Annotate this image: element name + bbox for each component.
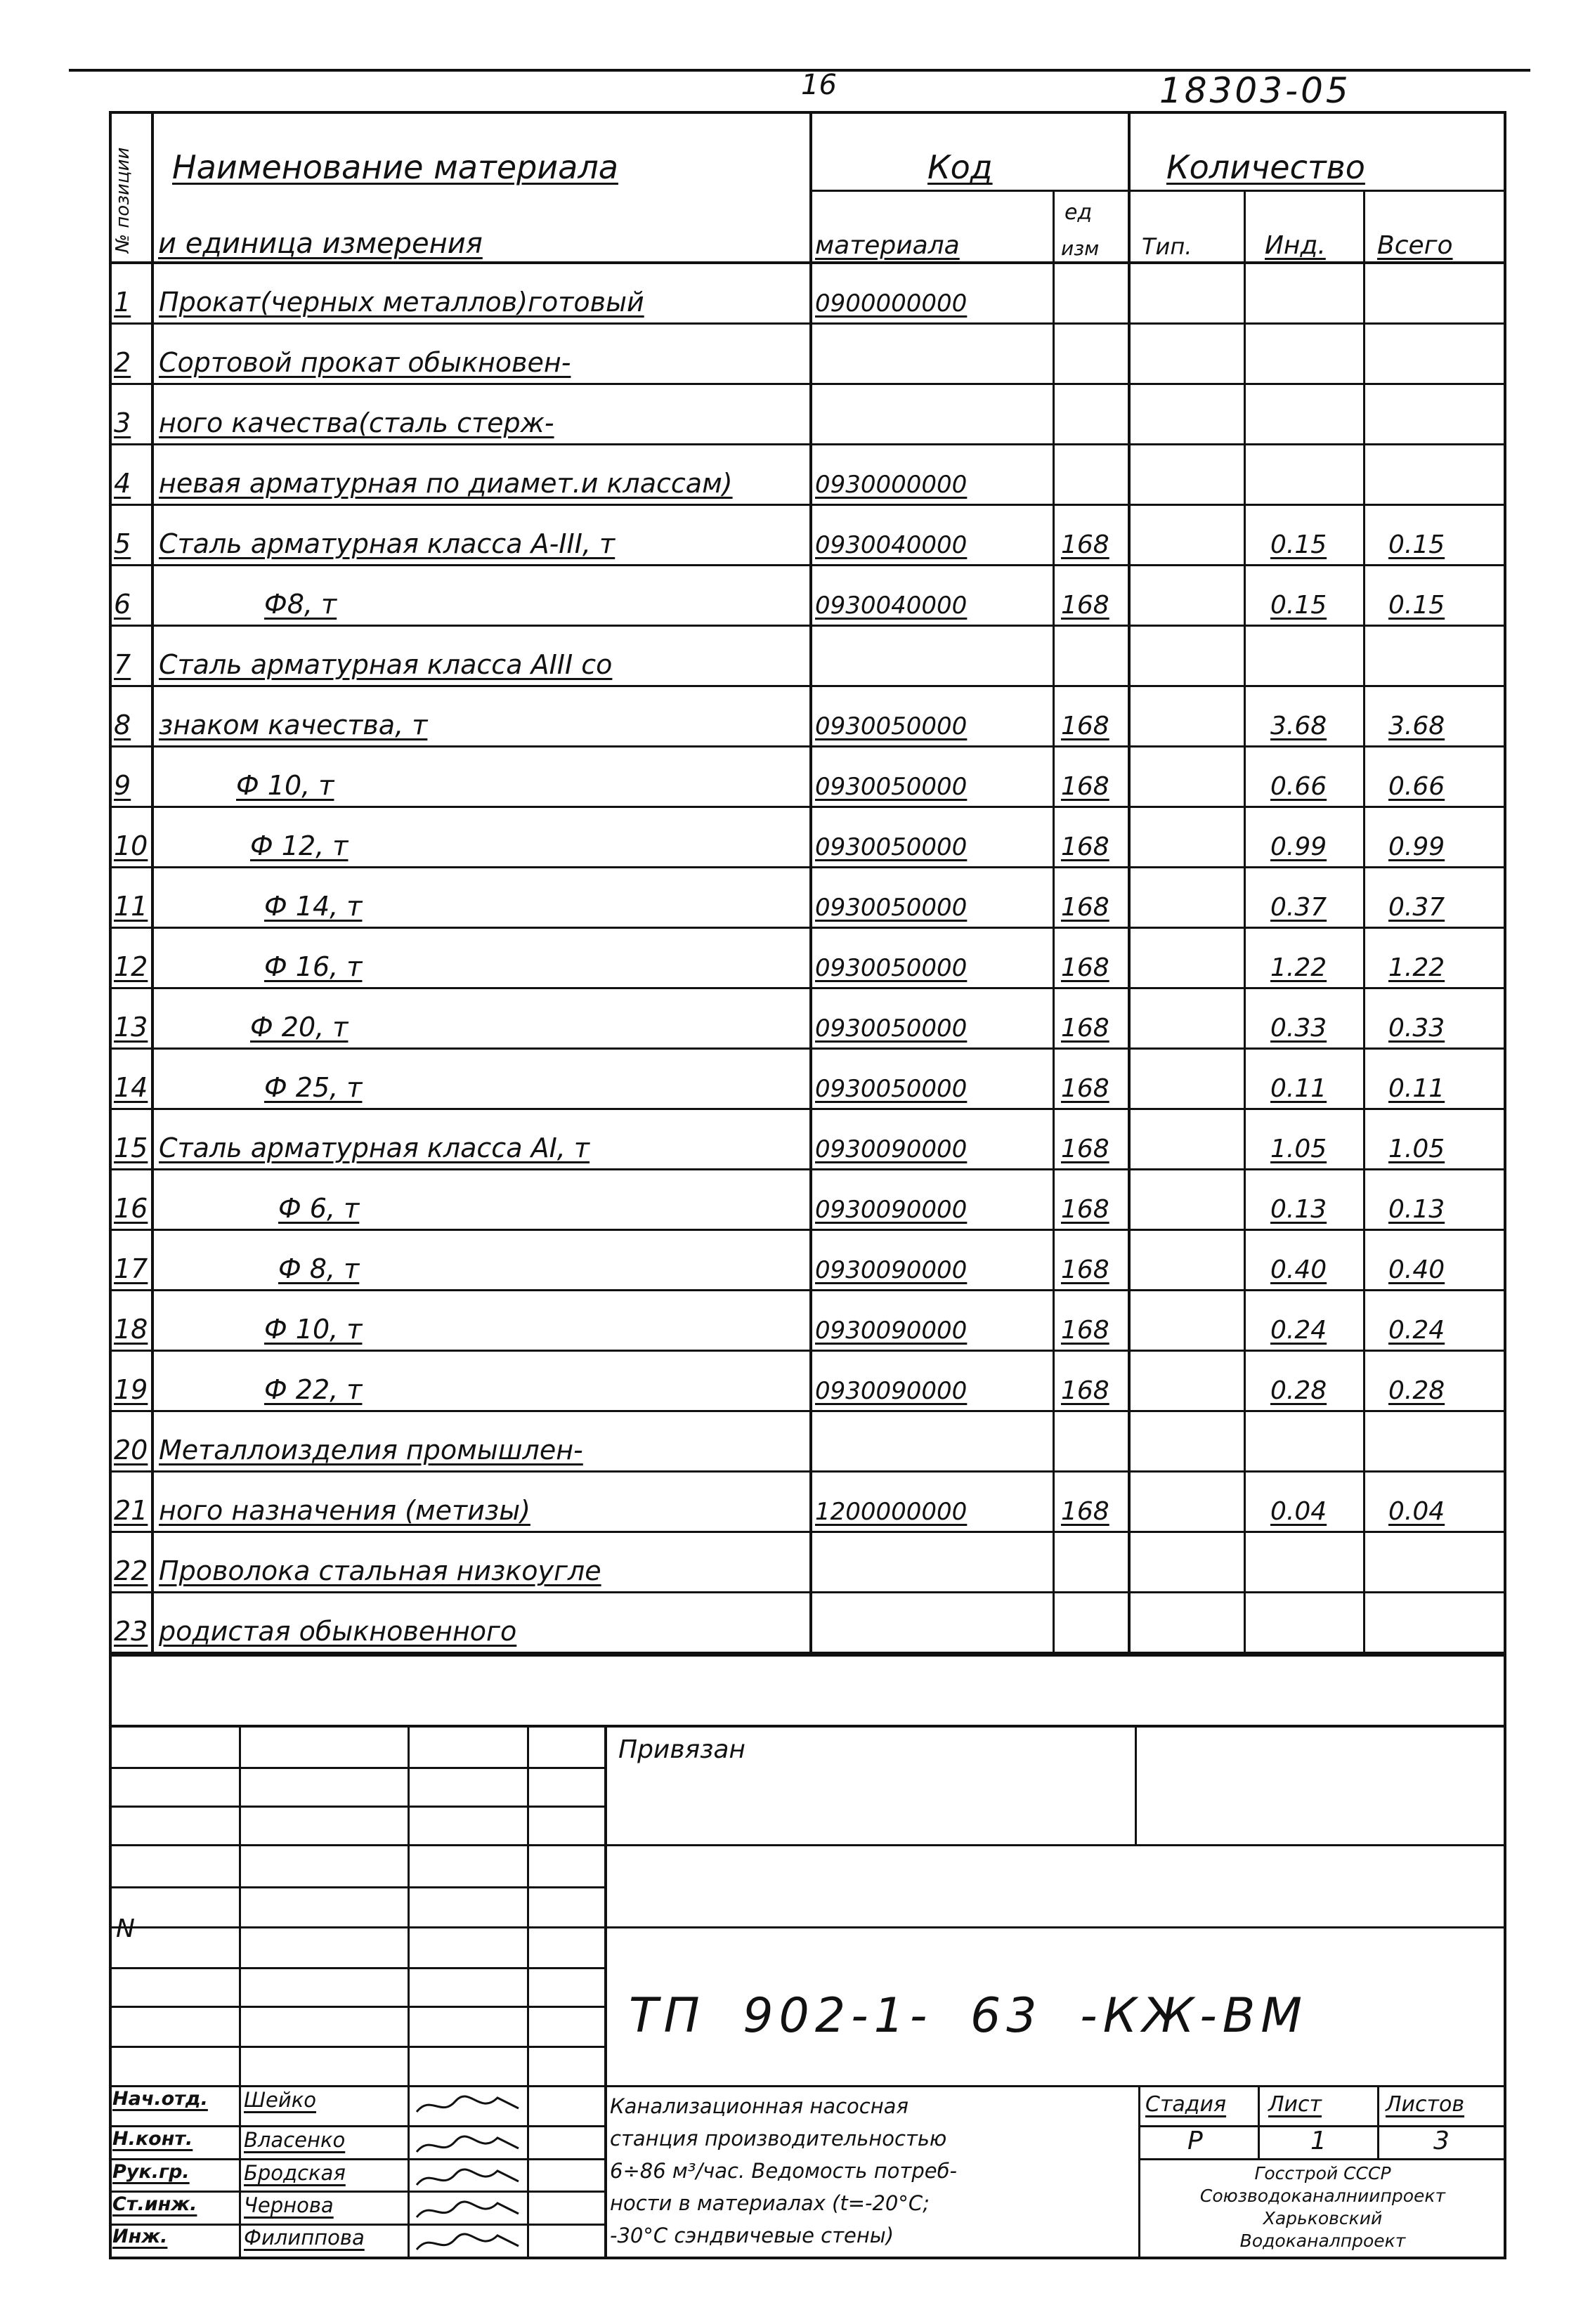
row-total-qty — [1369, 385, 1502, 438]
header-name-2: и единица измерения — [158, 228, 483, 260]
row-total-qty: 1.22 — [1388, 953, 1445, 982]
row-code: 0930090000 — [815, 1196, 968, 1224]
sheet-label: Лист — [1268, 2092, 1322, 2117]
row-unit — [1057, 264, 1127, 318]
row-number: 23 — [114, 1616, 148, 1647]
signer-role: Нач.отд. — [112, 2088, 208, 2110]
drawing-title-line: 6÷86 м³/час. Ведомость потреб- — [610, 2159, 957, 2183]
row-name: Ф 10, т — [264, 1314, 363, 1345]
signature — [413, 2131, 526, 2159]
stage-value: Р — [1187, 2127, 1203, 2155]
row-name: Сталь арматурная класса АIII со — [159, 649, 613, 680]
stage-label: Стадия — [1145, 2092, 1227, 2117]
row-total-qty: 0.99 — [1388, 833, 1445, 861]
row-unit — [1057, 445, 1127, 499]
row-number: 18 — [114, 1314, 148, 1345]
row-code — [815, 1593, 1051, 1647]
row-code: 0930050000 — [815, 894, 968, 922]
row-individual-qty — [1251, 1593, 1362, 1647]
row-individual-qty: 0.99 — [1270, 833, 1327, 861]
row-individual-qty: 0.15 — [1270, 591, 1327, 620]
row-unit: 168 — [1061, 953, 1109, 982]
header-quantity: Количество — [1166, 148, 1365, 186]
row-code: 0930090000 — [815, 1377, 968, 1405]
row-unit — [1057, 1593, 1127, 1647]
row-unit: 168 — [1061, 1376, 1109, 1405]
row-name: Ф 22, т — [264, 1374, 363, 1405]
row-name: Ф8, т — [264, 589, 337, 620]
drawing-title-line: станция производительностью — [610, 2127, 947, 2150]
row-unit: 168 — [1061, 1074, 1109, 1103]
row-total-qty — [1369, 1533, 1502, 1586]
row-number: 2 — [114, 347, 131, 378]
row-number: 21 — [114, 1495, 148, 1526]
row-unit — [1057, 1533, 1127, 1586]
row-total-qty — [1369, 264, 1502, 318]
signer-role: Рук.гр. — [112, 2161, 190, 2183]
row-individual-qty — [1251, 627, 1362, 680]
organization-line: Харьковский — [1263, 2208, 1383, 2228]
row-number: 8 — [114, 710, 131, 740]
row-code — [815, 1412, 1051, 1465]
sheet-value: 1 — [1310, 2127, 1327, 2155]
row-number: 3 — [114, 407, 131, 438]
row-code — [815, 385, 1051, 438]
row-code: 0930050000 — [815, 1014, 968, 1043]
row-number: 4 — [114, 468, 131, 499]
row-individual-qty: 1.05 — [1270, 1135, 1327, 1163]
sheets-label: Листов — [1386, 2092, 1465, 2117]
drawing-title-line: ности в материалах (t=-20°С; — [610, 2191, 930, 2215]
row-unit: 168 — [1061, 530, 1109, 559]
row-unit: 168 — [1061, 1135, 1109, 1163]
stamp-attached-label: Привязан — [618, 1735, 745, 1764]
row-name: Ф 14, т — [264, 891, 363, 922]
signature — [413, 2196, 526, 2224]
row-code — [815, 627, 1051, 680]
row-code: 0930090000 — [815, 1256, 968, 1284]
row-name: ного назначения (метизы) — [159, 1495, 530, 1526]
row-number: 5 — [114, 528, 131, 559]
row-individual-qty: 3.68 — [1270, 712, 1327, 740]
row-code: 0930090000 — [815, 1317, 968, 1345]
row-code: 0930040000 — [815, 531, 968, 559]
signature — [413, 2164, 526, 2192]
row-unit: 168 — [1061, 1195, 1109, 1224]
row-unit — [1057, 1412, 1127, 1465]
drawing-title-line: -30°С сэндвичевые стены) — [610, 2224, 894, 2247]
row-name: Ф 10, т — [236, 770, 334, 801]
row-name: Ф 25, т — [264, 1072, 363, 1103]
signer-name: Шейко — [244, 2088, 316, 2112]
row-code: 0930050000 — [815, 1075, 968, 1103]
row-number: 10 — [114, 830, 148, 861]
row-name: Ф 8, т — [278, 1253, 360, 1284]
row-code: 0930090000 — [815, 1135, 968, 1163]
signature — [413, 2091, 526, 2119]
row-total-qty: 0.24 — [1388, 1316, 1445, 1345]
row-number: 12 — [114, 951, 148, 982]
row-total-qty — [1369, 445, 1502, 499]
organization-line: Госстрой СССР — [1254, 2163, 1391, 2183]
row-individual-qty: 0.13 — [1270, 1195, 1327, 1224]
row-total-qty: 0.28 — [1388, 1376, 1445, 1405]
signer-name: Власенко — [244, 2128, 346, 2152]
row-number: 9 — [114, 770, 131, 801]
signer-role: Ст.инж. — [112, 2193, 197, 2215]
row-individual-qty: 0.37 — [1270, 893, 1327, 922]
row-code — [815, 325, 1051, 378]
row-unit: 168 — [1061, 893, 1109, 922]
row-name: родистая обыкновенного — [159, 1616, 517, 1647]
row-total-qty: 0.37 — [1388, 893, 1445, 922]
row-individual-qty — [1251, 1533, 1362, 1586]
organization-line: Водоканалпроект — [1239, 2231, 1406, 2251]
drawing-title-line: Канализационная насосная — [610, 2094, 909, 2118]
row-individual-qty: 0.11 — [1270, 1074, 1327, 1103]
row-name: Сталь арматурная класса А-III, т — [159, 528, 616, 559]
header-quantity-total: Всего — [1377, 231, 1453, 260]
row-individual-qty — [1251, 264, 1362, 318]
row-name: ного качества(сталь стерж- — [159, 407, 554, 438]
row-unit: 168 — [1061, 772, 1109, 801]
header-code-1: Код — [927, 148, 993, 186]
signer-role: Инж. — [112, 2226, 168, 2247]
row-code: 0900000000 — [815, 289, 968, 318]
row-code: 0930040000 — [815, 592, 968, 620]
signer-name: Чернова — [244, 2193, 334, 2217]
header-quantity-individual: Инд. — [1265, 231, 1326, 260]
document-designation: ТП 902-1- 63 -КЖ-ВМ — [629, 1988, 1308, 2044]
row-code — [815, 1533, 1051, 1586]
row-name: Ф 16, т — [264, 951, 363, 982]
row-unit — [1057, 385, 1127, 438]
row-name: Проволока стальная низкоугле — [159, 1555, 601, 1586]
row-unit: 168 — [1061, 1316, 1109, 1345]
row-total-qty: 1.05 — [1388, 1135, 1445, 1163]
row-name: Сортовой прокат обыкновен- — [159, 347, 571, 378]
row-code: 0930000000 — [815, 471, 968, 499]
row-name: Металлоизделия промышлен- — [159, 1435, 583, 1465]
organization — [1142, 2162, 1504, 2252]
row-number: 22 — [114, 1555, 148, 1586]
row-name: Прокат(черных металлов)готовый — [159, 287, 644, 318]
row-total-qty: 0.40 — [1388, 1255, 1445, 1284]
header-code-2: материала — [815, 231, 960, 260]
row-name: Ф 20, т — [250, 1012, 349, 1043]
signature — [413, 2228, 526, 2257]
row-unit: 168 — [1061, 591, 1109, 620]
row-unit: 168 — [1061, 1255, 1109, 1284]
signer-role: Н.конт. — [112, 2128, 193, 2150]
row-total-qty: 0.11 — [1388, 1074, 1445, 1103]
row-individual-qty — [1251, 325, 1362, 378]
header-quantity-typical: Тип. — [1142, 233, 1192, 260]
header-name-1: Наименование материала — [172, 148, 618, 186]
signer-name: Филиппова — [244, 2226, 365, 2250]
header-position-number: № позиции — [112, 147, 133, 253]
row-individual-qty: 0.15 — [1270, 530, 1327, 559]
document-number: 18303-05 — [1159, 70, 1351, 111]
row-total-qty: 0.15 — [1388, 530, 1445, 559]
row-total-qty — [1369, 325, 1502, 378]
row-total-qty — [1369, 627, 1502, 680]
row-unit: 168 — [1061, 1014, 1109, 1043]
page-number: 16 — [801, 69, 837, 101]
row-name: Сталь арматурная класса АI, т — [159, 1132, 590, 1163]
header-unit-1: ед — [1064, 200, 1093, 225]
row-number: 13 — [114, 1012, 148, 1043]
row-code: 0930050000 — [815, 712, 968, 740]
row-unit: 168 — [1061, 712, 1109, 740]
organization-line: Союзводоканалниипроект — [1199, 2186, 1446, 2206]
row-number: 6 — [114, 589, 131, 620]
row-total-qty: 3.68 — [1388, 712, 1445, 740]
row-total-qty: 0.04 — [1388, 1497, 1445, 1526]
row-number: 19 — [114, 1374, 148, 1405]
row-number: 14 — [114, 1072, 148, 1103]
row-individual-qty: 0.04 — [1270, 1497, 1327, 1526]
row-individual-qty: 1.22 — [1270, 953, 1327, 982]
row-name: невая арматурная по диамет.и классам) — [159, 468, 733, 499]
row-code: 0930050000 — [815, 954, 968, 982]
row-code: 0930050000 — [815, 833, 968, 861]
row-number: 15 — [114, 1132, 148, 1163]
row-individual-qty: 0.24 — [1270, 1316, 1327, 1345]
row-total-qty: 0.66 — [1388, 772, 1445, 801]
row-number: 20 — [114, 1435, 148, 1465]
row-individual-qty: 0.33 — [1270, 1014, 1327, 1043]
stamp-n-label: N — [116, 1914, 135, 1943]
row-total-qty: 0.13 — [1388, 1195, 1445, 1224]
row-name: знаком качества, т — [159, 710, 428, 740]
row-individual-qty — [1251, 445, 1362, 499]
row-unit — [1057, 325, 1127, 378]
header-unit-2: изм — [1061, 237, 1100, 260]
row-number: 17 — [114, 1253, 148, 1284]
row-name: Ф 12, т — [250, 830, 349, 861]
row-number: 1 — [114, 287, 131, 318]
row-code: 1200000000 — [815, 1498, 968, 1526]
row-total-qty — [1369, 1412, 1502, 1465]
row-number: 7 — [114, 649, 131, 680]
row-unit: 168 — [1061, 1497, 1109, 1526]
row-code: 0930050000 — [815, 773, 968, 801]
row-number: 16 — [114, 1193, 148, 1224]
row-total-qty: 0.33 — [1388, 1014, 1445, 1043]
row-name: Ф 6, т — [278, 1193, 360, 1224]
row-individual-qty: 0.40 — [1270, 1255, 1327, 1284]
drawing-title — [610, 2090, 1135, 2252]
row-total-qty — [1369, 1593, 1502, 1647]
row-individual-qty: 0.66 — [1270, 772, 1327, 801]
row-individual-qty — [1251, 1412, 1362, 1465]
row-individual-qty: 0.28 — [1270, 1376, 1327, 1405]
row-unit — [1057, 627, 1127, 680]
row-total-qty: 0.15 — [1388, 591, 1445, 620]
row-unit: 168 — [1061, 833, 1109, 861]
row-individual-qty — [1251, 385, 1362, 438]
sheets-value: 3 — [1433, 2127, 1450, 2155]
row-number: 11 — [114, 891, 148, 922]
signer-name: Бродская — [244, 2161, 346, 2185]
